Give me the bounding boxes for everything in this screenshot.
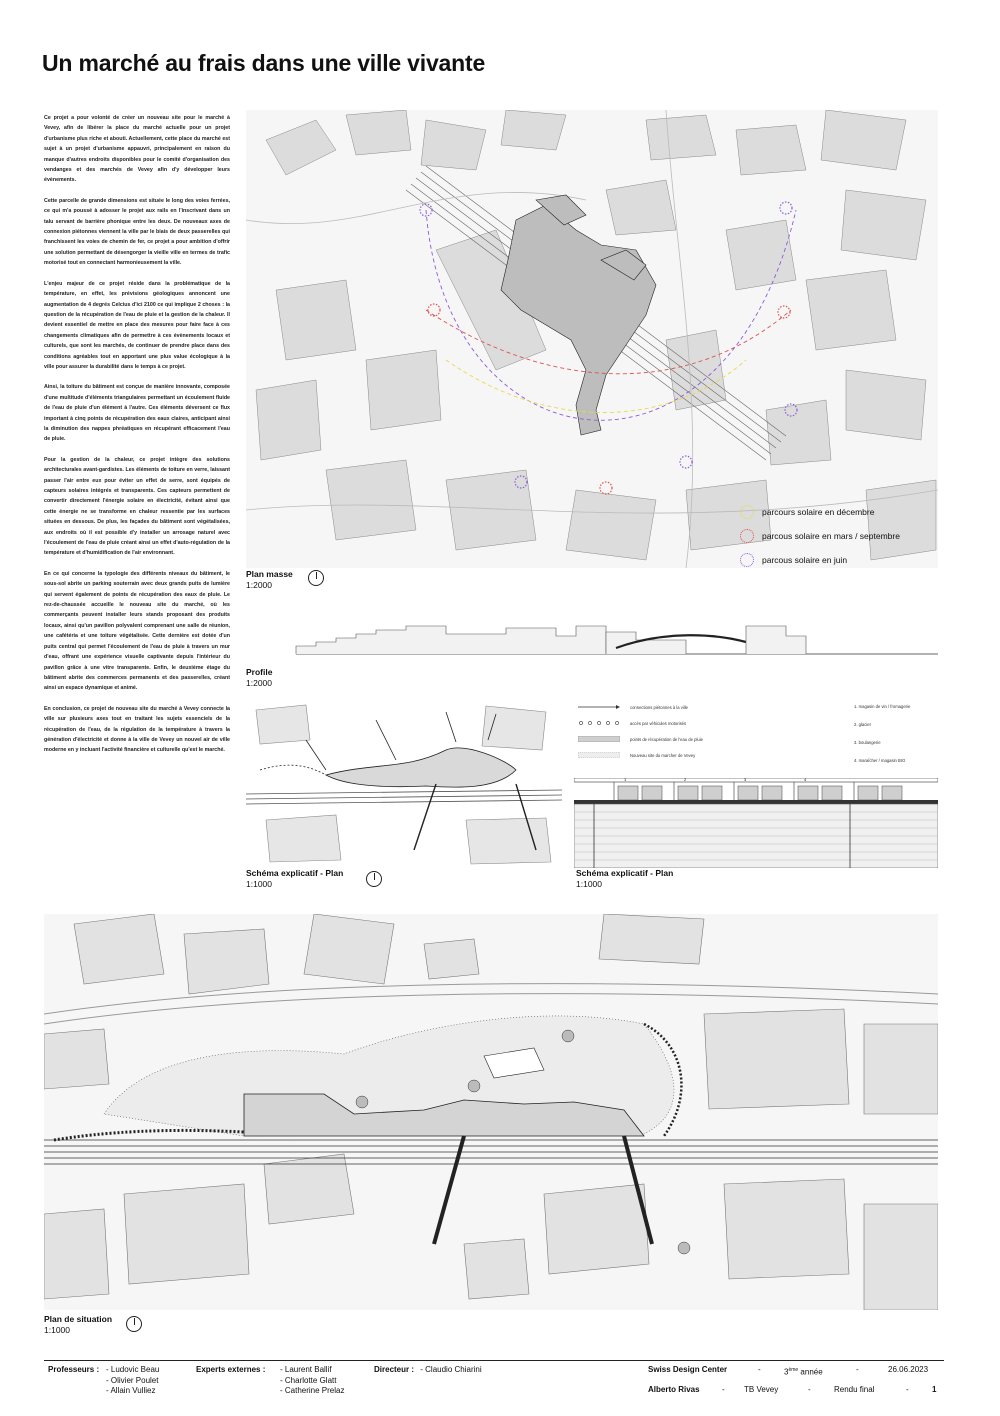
experts-block <box>196 1365 265 1376</box>
legend-site <box>578 752 695 758</box>
separator: - <box>906 1385 909 1394</box>
legend-label-december: parcours solaire en décembre <box>762 507 875 517</box>
director-block <box>374 1365 482 1376</box>
expert-name: - Charlotte Glatt <box>280 1375 337 1385</box>
profile-drawing <box>246 612 938 664</box>
north-arrow-icon <box>366 871 382 887</box>
profile-caption <box>246 667 272 689</box>
legend-pedestrian-label: connections piétonnes à la ville <box>630 704 688 710</box>
yellow-ring-icon <box>740 505 754 519</box>
page-title: Un marché au frais dans une ville vivante <box>42 50 486 76</box>
director-label: Directeur : <box>374 1365 415 1374</box>
intro-text <box>44 113 230 766</box>
section-number-2: 2 <box>684 778 687 782</box>
professor-name: - Olivier Poulet <box>106 1375 159 1385</box>
expert-name: - Catherine Prelaz <box>280 1386 345 1395</box>
plan-masse-title: Plan masse <box>246 569 293 579</box>
legend-vehicle-label: accès par véhicules motorisés <box>630 720 687 726</box>
intro-paragraph-5: Pour la gestion de la chaleur, ce projet intègre des solutions architecturales avant-gardistes. Les éléments de toiture en verre, laissant passer l'air entre eux pour éviter un effet de serre, sont équipés de capteurs solaires intégrés et transparents. Ces capteurs permettent de convertir directement l'énergie solaire en électricité, évitant ainsi que cette énergie ne se transforme en chaleur ressentie par les surfaces situées en dessous. De plus, les façades du bâtiment sont végétalisées, aux endroits où il est possible d'y installer un arrosage naturel avec l'écoulement de l'eau de pluie créant ainsi un effet d'auto-régulation de la température et d'humidification de l'air environnant. <box>44 456 230 557</box>
separator: - <box>758 1365 761 1374</box>
intro-paragraph-3: L'enjeu majeur de ce projet réside dans la problématique de la température, en effet, les prévisions géologiques annoncent une augmentation de 4 degrés Celcius d'ici 2100 ce qui implique 2 choses : la question de la récupération de l'eau de pluie et la gestion de la chaleur. Il devient essentiel de mettre en place des mesures pour faire face à ces changements climatiques afin de permettre à ces évènements locaux et culturels, que sont les marchés, de continuer de prendre place dans des conditions agréables tout en apportant une plus value écologique à la ville pour assurer la durabilité dans le temps à ce projet. <box>44 280 230 370</box>
separator: - <box>808 1385 811 1394</box>
profile-title: Profile <box>246 667 273 677</box>
water-point-icon <box>578 736 620 742</box>
plan-masse-caption <box>246 569 293 591</box>
school-label: Swiss Design Center <box>648 1365 728 1374</box>
legend-water <box>578 736 703 742</box>
project-name: TB Vevey <box>744 1385 779 1394</box>
intro-paragraph-4: Ainsi, la toiture du bâtiment est conçue de manière innovante, composée d'une multitude d'éléments triangulaires permettant un écoulement fluide de l'eau de pluie d'un élément à l'autre. Ces éléments déversent ce flux important à cinq points de récupération des eaux claires, anticipant ainsi la diminution des nappes phréatiques en récupérant efficacement l'eau de pluie. <box>44 384 230 443</box>
solar-legend <box>740 500 900 572</box>
intro-paragraph-7: En conclusion, ce projet de nouveau site du marché à Vevey connecte la ville sur plusieurs axes tout en traitant les sujets essenciels de la récupération de l'eau, de la régulation de la température à travers la génération d'électricité et donne à la ville de Vevey un nouvel air de ville moderne en y incluant l'activité financière et culturelle qu'est le marché. <box>44 705 230 754</box>
professors-block <box>48 1365 99 1376</box>
intro-paragraph-1: Ce projet a pour volonté de créer un nouveau site pour le marché à Vevey, afin de libérer la place du marché actuelle pour un projet d'urbanisme plus riche et abouti. Actuellement, cette place du marché est sujet à un projet d'urbanisme appauvri, principalement en raison du manque d'autres endroits disponibles pour le comité d'organisation des vendanges et des marchés de Vevey afin d'y développer leurs évènements. <box>44 115 230 184</box>
legend-site-label: Nouveau site du marcher de Vevey <box>630 752 696 758</box>
separator: - <box>722 1385 725 1394</box>
section-number-4: 4 <box>804 778 807 782</box>
plan-situation-caption <box>44 1314 112 1336</box>
shop-2-label: 2. glacier <box>854 722 871 727</box>
shop-3-label: 3. boulangerie <box>854 740 881 745</box>
plan-masse-scale: 1:2000 <box>246 580 272 590</box>
legend-vehicle <box>578 720 686 726</box>
schema-plan-scale: 1:1000 <box>246 879 272 889</box>
legend-label-march: parcous solaire en mars / septembre <box>762 531 900 541</box>
page-number: 1 <box>932 1385 937 1394</box>
student-name <box>648 1385 700 1396</box>
purple-ring-icon <box>740 553 754 567</box>
section-number-3: 3 <box>744 778 747 782</box>
plan-situation-drawing <box>44 914 938 1310</box>
legend-label-june: parcous solaire en juin <box>762 555 848 565</box>
professors-list <box>106 1365 159 1397</box>
phase-label: Rendu final <box>834 1385 875 1394</box>
arrow-icon <box>578 704 620 710</box>
year-info <box>784 1365 823 1378</box>
professors-label: Professeurs : <box>48 1365 100 1374</box>
dotted-line-icon <box>578 720 620 726</box>
school-name <box>648 1365 727 1376</box>
schema-section-title: Schéma explicatif - Plan <box>576 868 674 878</box>
intro-paragraph-2: Cette parcelle de grande dimensions est située le long des voies ferrées, ce qui m'a poussé à adosser le projet aux rails en l'inscrivant dans un talu servant de barrière phonique entre les deux. De nouveaux axes de connexion piétonnes viennent la ville par le biais de deux passerelles qui franchissent les voies de chemin de fer, ce projet a pour ambition d'offrir une solution permettant de désengorger la vieille ville en termes de trafic motorisé tout en connectant harmonieusement la ville. <box>44 197 230 267</box>
legend-item-december <box>740 500 900 524</box>
hatched-area-icon <box>578 752 620 758</box>
experts-list <box>280 1365 344 1397</box>
profile-scale: 1:2000 <box>246 678 272 688</box>
plan-situation-title: Plan de situation <box>44 1314 113 1324</box>
date: 26.06.2023 <box>888 1365 929 1374</box>
schema-section-caption <box>576 868 673 890</box>
shop-1-label: 1. magasin de vin / fromagerie <box>854 704 911 709</box>
year-number: 3 <box>784 1367 789 1377</box>
schema-plan-title: Schéma explicatif - Plan <box>246 868 344 878</box>
year-word: année <box>800 1367 823 1377</box>
plan-situation-scale: 1:1000 <box>44 1325 70 1335</box>
legend-water-label: points de récupération de l'eau de pluie <box>630 736 703 742</box>
professor-name: - Allain Vulliez <box>106 1386 156 1395</box>
director-name: - Claudio Chiarini <box>420 1365 482 1374</box>
red-ring-icon <box>740 529 754 543</box>
legend-item-march <box>740 524 900 548</box>
schema-section-scale: 1:1000 <box>576 879 602 889</box>
expert-name: - Laurent Ballif <box>280 1365 332 1374</box>
legend-item-june <box>740 548 900 572</box>
year-superscript: ème <box>788 1367 799 1373</box>
shop-4-label: 4. maraîcher / magasin BIO <box>854 758 906 763</box>
schema-plan-drawing <box>246 700 562 866</box>
professor-name: - Ludovic Beau <box>106 1365 160 1374</box>
student-label: Alberto Rivas <box>648 1385 700 1394</box>
footer <box>44 1360 944 1395</box>
schema-section-drawing <box>574 778 938 868</box>
section-number-1: 1 <box>624 778 627 782</box>
experts-label: Experts externes : <box>196 1365 266 1374</box>
north-arrow-icon <box>308 570 324 586</box>
legend-pedestrian <box>578 704 688 710</box>
north-arrow-icon <box>126 1316 142 1332</box>
separator: - <box>856 1365 859 1374</box>
intro-paragraph-6: En ce qui concerne la typologie des différents niveaux du bâtiment, le sous-sol abrite un parking souterrain avec deux grands puits de lumière qui servent également de points de récupération des eaux de pluie. Le rez-de-chaussée accueille le nouveau site du marché, où les commerçants peuvent installer leurs stands proposant des produits locaux, ainsi qu'un pavillon polyvalent comprenant une salle de réunion, une cafétéria et une toiture végétalisée. Cette dernière est dotée d'un puits central qui permet l'écoulement de l'eau de pluie à travers un mur d'eau, offrant une expérience visuelle captivante depuis l'intérieur du pavillon grâce à une vitre transparente. Enfin, le deuxième étage du bâtiment abrite des commerces permanents et des passerelles, créant ainsi un espace dynamique et animé. <box>44 570 230 692</box>
schema-plan-caption <box>246 868 343 890</box>
